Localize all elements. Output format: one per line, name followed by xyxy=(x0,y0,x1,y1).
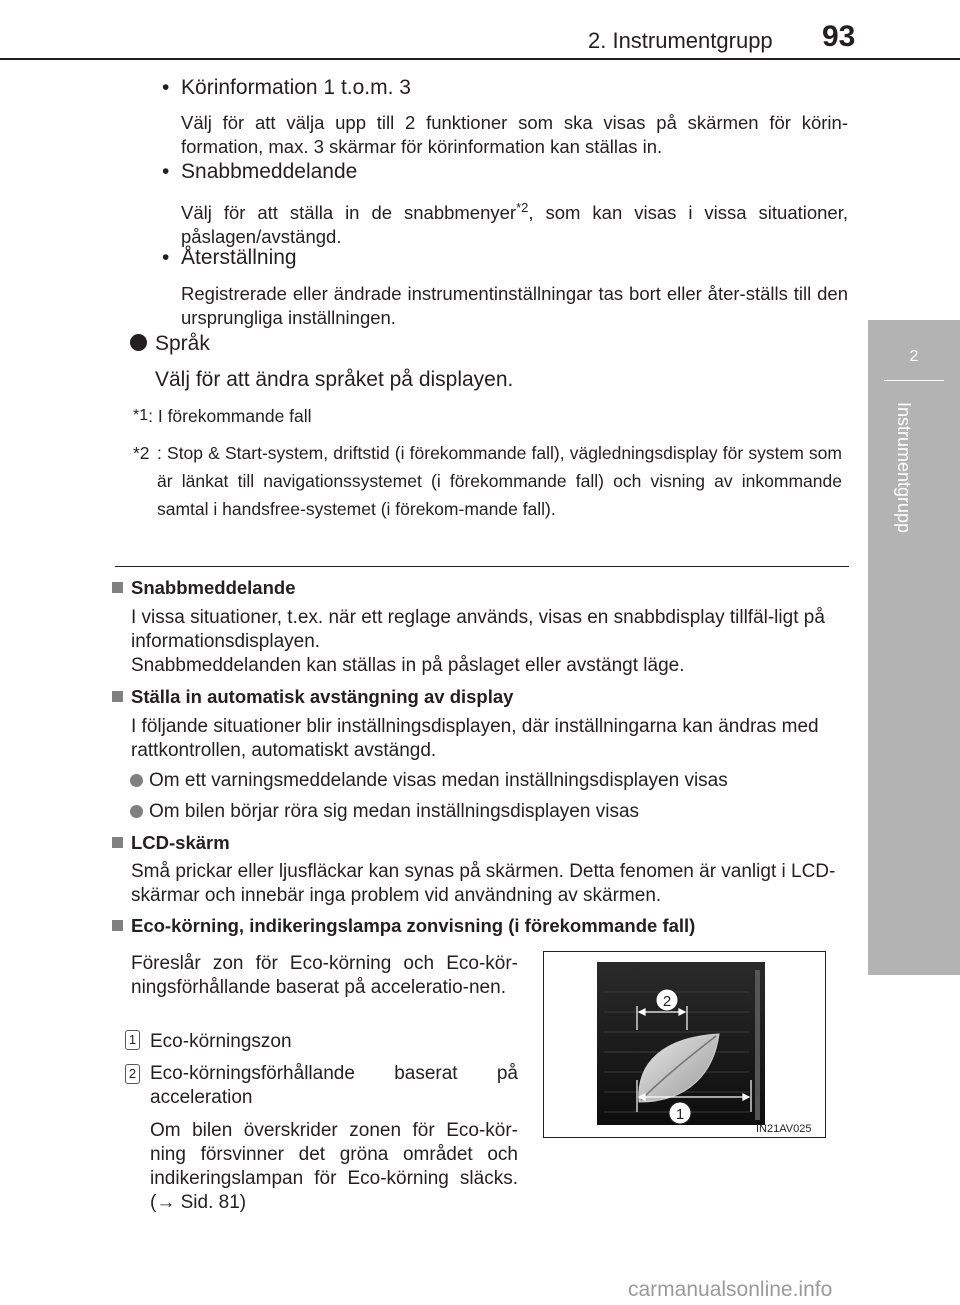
chapter-tab-divider xyxy=(884,380,944,381)
section-body: Snabbmeddelanden kan ställas in på påslaget eller avstängt läge. xyxy=(131,655,685,676)
section-heading: Snabbmeddelande xyxy=(112,577,295,599)
list-item-title: • Körinformation 1 t.o.m. 3 xyxy=(162,76,411,99)
list-item-title: • Snabbmeddelande xyxy=(162,160,358,183)
list-item-body: Välj för att ställa in de snabbmenyer$^{*2}$, som kan visas i vissa situationer, påslagen/avstängd. xyxy=(181,200,849,248)
header-rule xyxy=(0,58,960,60)
callout-label: Eco-körningsförhållande baserat på acceleration xyxy=(150,1063,518,1108)
callout-1-label: 1 xyxy=(675,1106,685,1123)
list-item: Om ett varningsmeddelande visas medan inställningsdisplayen visas xyxy=(130,769,850,793)
list-item-body: Välj för att välja upp till 2 funktioner som ska visas på skärmen för körin-formation, max. 3 skärmar för körinformation kan ställas in. xyxy=(181,112,848,157)
page-number: 93 xyxy=(822,20,856,53)
list-item: Om bilen börjar röra sig medan inställningsdisplayen visas xyxy=(130,800,850,824)
bullet-dot-icon xyxy=(130,334,147,351)
bullet-dot-icon xyxy=(130,805,143,818)
section-note: Om bilen överskrider zonen för Eco-kör-ning försvinner det gröna området och indikeringslampan för Eco-körning släcks. (→ Sid. 81) xyxy=(150,1120,518,1213)
square-bullet-icon xyxy=(112,582,123,593)
list-item-title: • Återställning xyxy=(162,246,297,269)
section-body: I vissa situationer, t.ex. när ett reglage används, visas en snabbdisplay tillfäl-ligt på informationsdisplayen. xyxy=(131,607,825,652)
chapter-label: Instrumentgrupp xyxy=(894,402,914,534)
callout-number-2: 2 xyxy=(125,1064,140,1084)
chapter-number: 2 xyxy=(909,348,919,365)
section-body: Små prickar eller ljusfläckar kan synas på skärmen. Detta fenomen är vanligt i LCD-skärmar och innebär inga problem vid användning av skärmen. xyxy=(131,861,836,906)
running-header: 2. Instrumentgrupp xyxy=(588,28,773,53)
footnote: : Stop & Start-system, driftstid (i förekommande fall), vägledningsdisplay för system som är länkat till navigationssystemet (i förekommande fall) och visning av inkommande samtal i handsfree-systemet (i förekom-mande fall). xyxy=(157,443,842,519)
square-bullet-icon xyxy=(112,837,123,848)
section-heading: Ställa in automatisk avstängning av display xyxy=(112,686,513,708)
footnote: *1: I förekommande fall xyxy=(133,406,312,426)
language-body: Välj för att ändra språket på displayen. xyxy=(155,368,514,391)
square-bullet-icon xyxy=(112,920,123,931)
chapter-side-tab xyxy=(868,320,960,975)
section-heading: Eco-körning, indikeringslampa zonvisning (i förekommande fall) xyxy=(112,915,695,937)
list-item-body: Registrerade eller ändrade instrumentinställningar tas bort eller åter-ställs till den ursprungliga inställningen. xyxy=(181,283,848,328)
section-rule xyxy=(115,566,849,567)
section-heading: LCD-skärm xyxy=(112,832,230,854)
eco-display-illustration xyxy=(544,952,825,1137)
callout-2-label: 2 xyxy=(662,993,672,1010)
watermark[interactable]: carmanualsonline.info xyxy=(628,1278,833,1301)
footnote-mark: *2 xyxy=(133,443,150,463)
section-body: I följande situationer blir inställningsdisplayen, där inställningarna kan ändras med rattkontrollen, automatiskt avstängd. xyxy=(131,716,819,761)
callout-label: Eco-körningszon xyxy=(150,1031,292,1052)
eco-zone-figure xyxy=(543,951,826,1138)
language-heading: Språk xyxy=(130,332,210,356)
square-bullet-icon xyxy=(112,691,123,702)
callout-number-1: 1 xyxy=(125,1030,140,1050)
section-body: Föreslår zon för Eco-körning och Eco-kör-ningsförhållande baserat på acceleratio-nen. xyxy=(131,953,518,998)
figure-code: IN21AV025 xyxy=(756,1123,812,1135)
bullet-dot-icon xyxy=(130,774,143,787)
eco-bar xyxy=(755,970,760,1120)
